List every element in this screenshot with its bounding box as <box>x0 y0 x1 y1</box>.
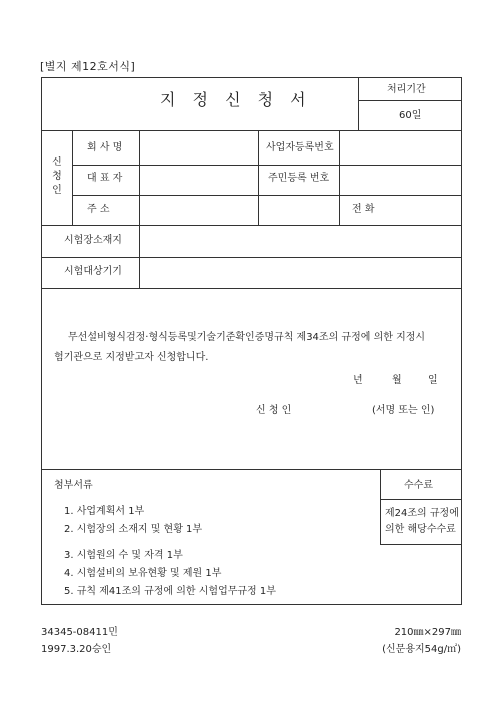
rule-title-bottom <box>42 130 358 131</box>
rule-mid-right <box>339 130 340 225</box>
test-target-equipment-label: 시험대상기기 <box>64 266 122 277</box>
attachment-item-4: 4. 시험설비의 보유현황 및 제원 1부 <box>64 568 222 579</box>
form-frame <box>41 77 462 605</box>
rule-applicant-right <box>72 130 73 225</box>
rule-fee-mid <box>380 499 461 500</box>
rule-row1 <box>72 165 461 166</box>
attachment-item-1: 1. 사업계획서 1부 <box>64 506 145 517</box>
applicant-group-label: 신 청 인 <box>52 157 62 196</box>
date-year: 년 <box>353 375 363 386</box>
fee-text-line1: 제24조의 규정에 <box>385 508 459 519</box>
form-number: [별지 제12호서식] <box>40 60 136 73</box>
fee-heading: 수수료 <box>404 480 433 491</box>
rule-period-bottom <box>358 130 461 131</box>
phone-label: 전 화 <box>352 204 375 215</box>
resident-reg-no-label: 주민등록 번호 <box>268 173 330 184</box>
processing-period-value: 60일 <box>399 110 422 121</box>
rule-mid-left <box>258 130 259 225</box>
rule-fee-bottom <box>380 544 461 545</box>
footer-paper-size: 210㎜×297㎜ <box>394 627 461 638</box>
rule-row4 <box>42 257 461 258</box>
test-site-location-label: 시험장소재지 <box>64 235 122 246</box>
footer-paper-type: (신문용지54g/㎡) <box>382 644 461 655</box>
rule-fee-left <box>380 469 381 544</box>
attachments-heading: 첨부서류 <box>54 480 93 491</box>
rule-row5 <box>42 288 461 289</box>
fee-text-line2: 의한 해당수수료 <box>385 524 456 535</box>
company-name-label: 회 사 명 <box>87 142 123 153</box>
form-title: 지 정 신 청 서 <box>160 90 312 109</box>
attachment-item-3: 3. 시험원의 수 및 자격 1부 <box>64 550 183 561</box>
rule-label-right <box>139 130 140 288</box>
address-label: 주 소 <box>87 204 110 215</box>
rule-row3 <box>42 225 461 226</box>
rule-row2 <box>72 195 461 196</box>
attachment-item-2: 2. 시험장의 소재지 및 현황 1부 <box>64 524 203 535</box>
application-statement: 무선설비형식검정·형식등록및기술기준확인증명규칙 제34조의 규정에 의한 지정시험기관으로 지정받고자 신청합니다. <box>54 332 426 363</box>
date-day: 일 <box>428 375 438 386</box>
signature-label: 신 청 인 <box>256 405 292 416</box>
rule-period-left <box>358 78 359 130</box>
footer-form-code: 34345-08411민 <box>41 627 118 638</box>
date-month: 월 <box>392 375 402 386</box>
rule-period-mid <box>358 100 461 101</box>
representative-label: 대 표 자 <box>87 173 123 184</box>
attachment-item-5: 5. 규칙 제41조의 규정에 의한 시험업무규정 1부 <box>64 586 276 597</box>
signature-note: (서명 또는 인) <box>372 405 435 416</box>
business-reg-no-label: 사업자등록번호 <box>266 142 334 153</box>
processing-period-label: 처리기간 <box>387 84 426 95</box>
footer-approval: 1997.3.20승인 <box>41 644 112 655</box>
rule-body-bottom <box>42 469 461 470</box>
